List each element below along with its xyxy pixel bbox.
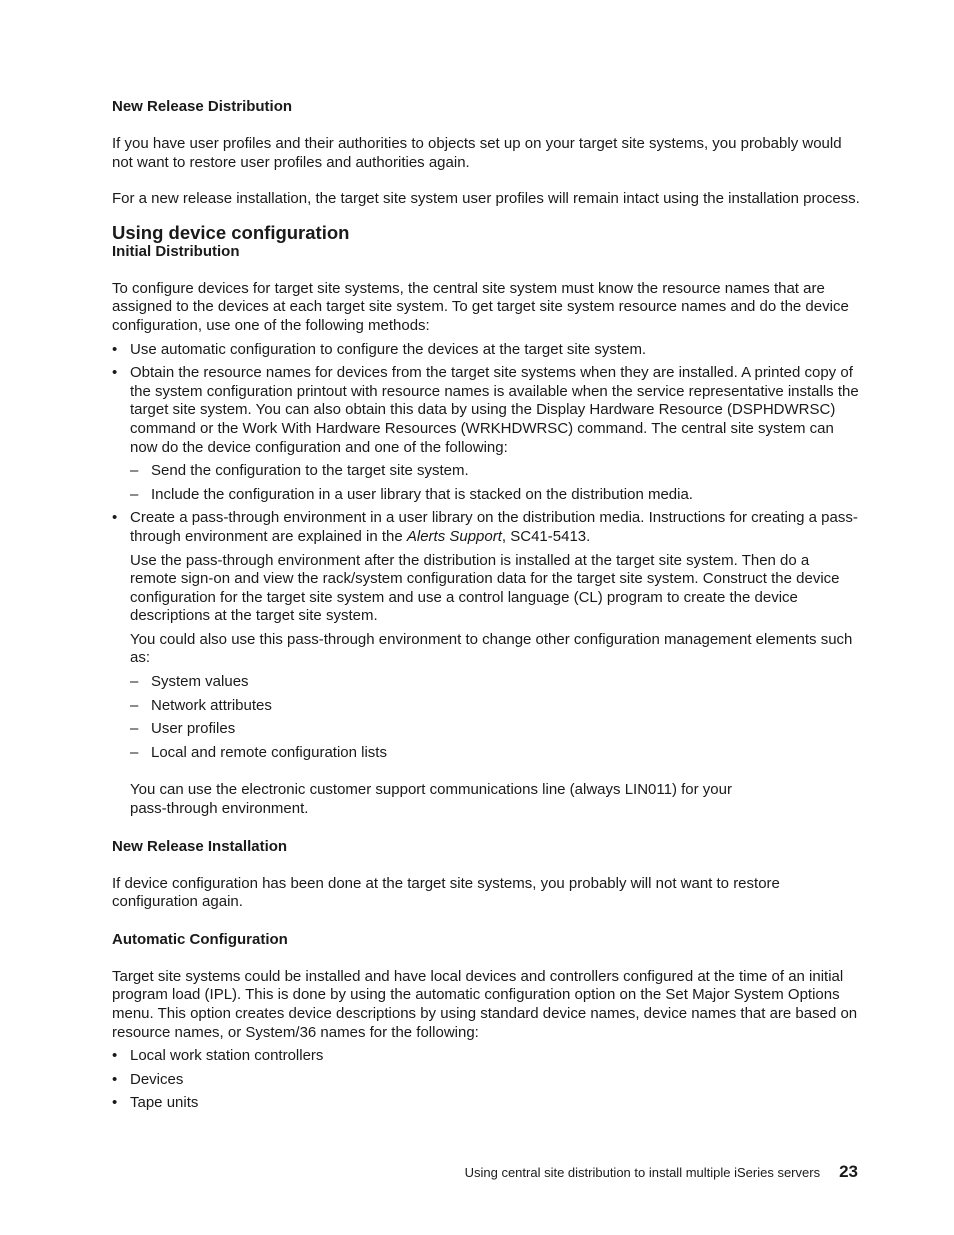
list-item: • Local work station controllers <box>112 1047 860 1066</box>
paragraph: To configure devices for target site systems, the central site system must know the resource names that are assigned to the devices at each target site system. To get target site system resource names and do the device configuration, use one of the following methods: <box>112 279 849 334</box>
sub-list-item: – Local and remote configuration lists <box>130 744 860 763</box>
paragraph: If device configuration has been done at the target site systems, you probably will not want to restore configuration again. <box>112 874 780 911</box>
page-footer <box>465 1162 858 1182</box>
list-item-text <box>130 509 860 546</box>
list-item <box>112 364 860 504</box>
list-item-text: Obtain the resource names for devices from the target site systems when they are installed. A printed copy of the system configuration printout with resource names is available when the service representative installs the target site system. You can also obtain this data by using the Display Hardware Resource (DSPHDWRSC) command or the Work With Hardware Resources (WRKHDWRSC) command. The central site system can now do the device configuration and one of the following: <box>130 364 859 456</box>
paragraph: You could also use this pass-through environment to change other configuration management elements such as: <box>130 630 853 667</box>
heading-new-release-distribution: New Release Distribution <box>112 98 293 115</box>
heading-new-release-installation: New Release Installation <box>112 837 288 855</box>
list-item: • Devices <box>112 1071 860 1090</box>
sub-list-item: – System values <box>130 673 860 692</box>
book-title: Alerts Support <box>406 527 502 545</box>
list-item: • Use automatic configuration to configure the devices at the target site system. <box>112 341 860 360</box>
paragraph: If you have user profiles and their authorities to objects set up on your target site systems, you probably would not want to restore user profiles and authorities again. <box>112 135 842 171</box>
items-list <box>112 1047 860 1113</box>
sub-list <box>130 673 860 762</box>
page-content <box>112 98 860 1113</box>
sub-list-item: – Send the configuration to the target site system. <box>130 462 860 481</box>
text-span: Create a pass-through environment in a user library on the distribution media. Instructions for creating a pass-through environment are explained in the <box>130 509 858 545</box>
paragraph: You can use the electronic customer support communications line (always LIN011) for your pass-through environment. <box>130 781 732 818</box>
paragraph: For a new release installation, the target site system user profiles will remain intact using the installation process. <box>112 190 860 208</box>
paragraph: Target site systems could be installed and have local devices and controllers configured at the time of an initial program load (IPL). This is done by using the automatic configuration option on the Set Major System Options menu. This option creates device descriptions by using standard device names, device names that are based on resource names, or System/36 names for the following: <box>112 967 858 1041</box>
page-number: 23 <box>839 1162 858 1181</box>
sub-list-item: – Include the configuration in a user library that is stacked on the distribution media. <box>130 486 860 505</box>
sub-list-item: – User profiles <box>130 720 860 739</box>
methods-list <box>112 341 860 819</box>
footer-text: Using central site distribution to install multiple iSeries servers <box>464 1165 821 1180</box>
book-ref: , SC41-5413. <box>501 527 591 545</box>
sub-list-item: – Network attributes <box>130 697 860 716</box>
heading-automatic-configuration: Automatic Configuration <box>112 930 288 948</box>
list-item <box>112 509 860 818</box>
paragraph: Use the pass-through environment after the distribution is installed at the target site system. Then do a remote sign-on and view the rack/system configuration data for the target site system. Construct the device configuration for the target site system and use a control language (CL) program to create the device descriptions at the target site system. <box>130 551 840 625</box>
heading-initial-distribution: Initial Distribution <box>112 242 240 260</box>
list-item: • Tape units <box>112 1094 860 1113</box>
section-title: Using device configuration <box>112 221 350 243</box>
sub-list <box>130 462 860 504</box>
